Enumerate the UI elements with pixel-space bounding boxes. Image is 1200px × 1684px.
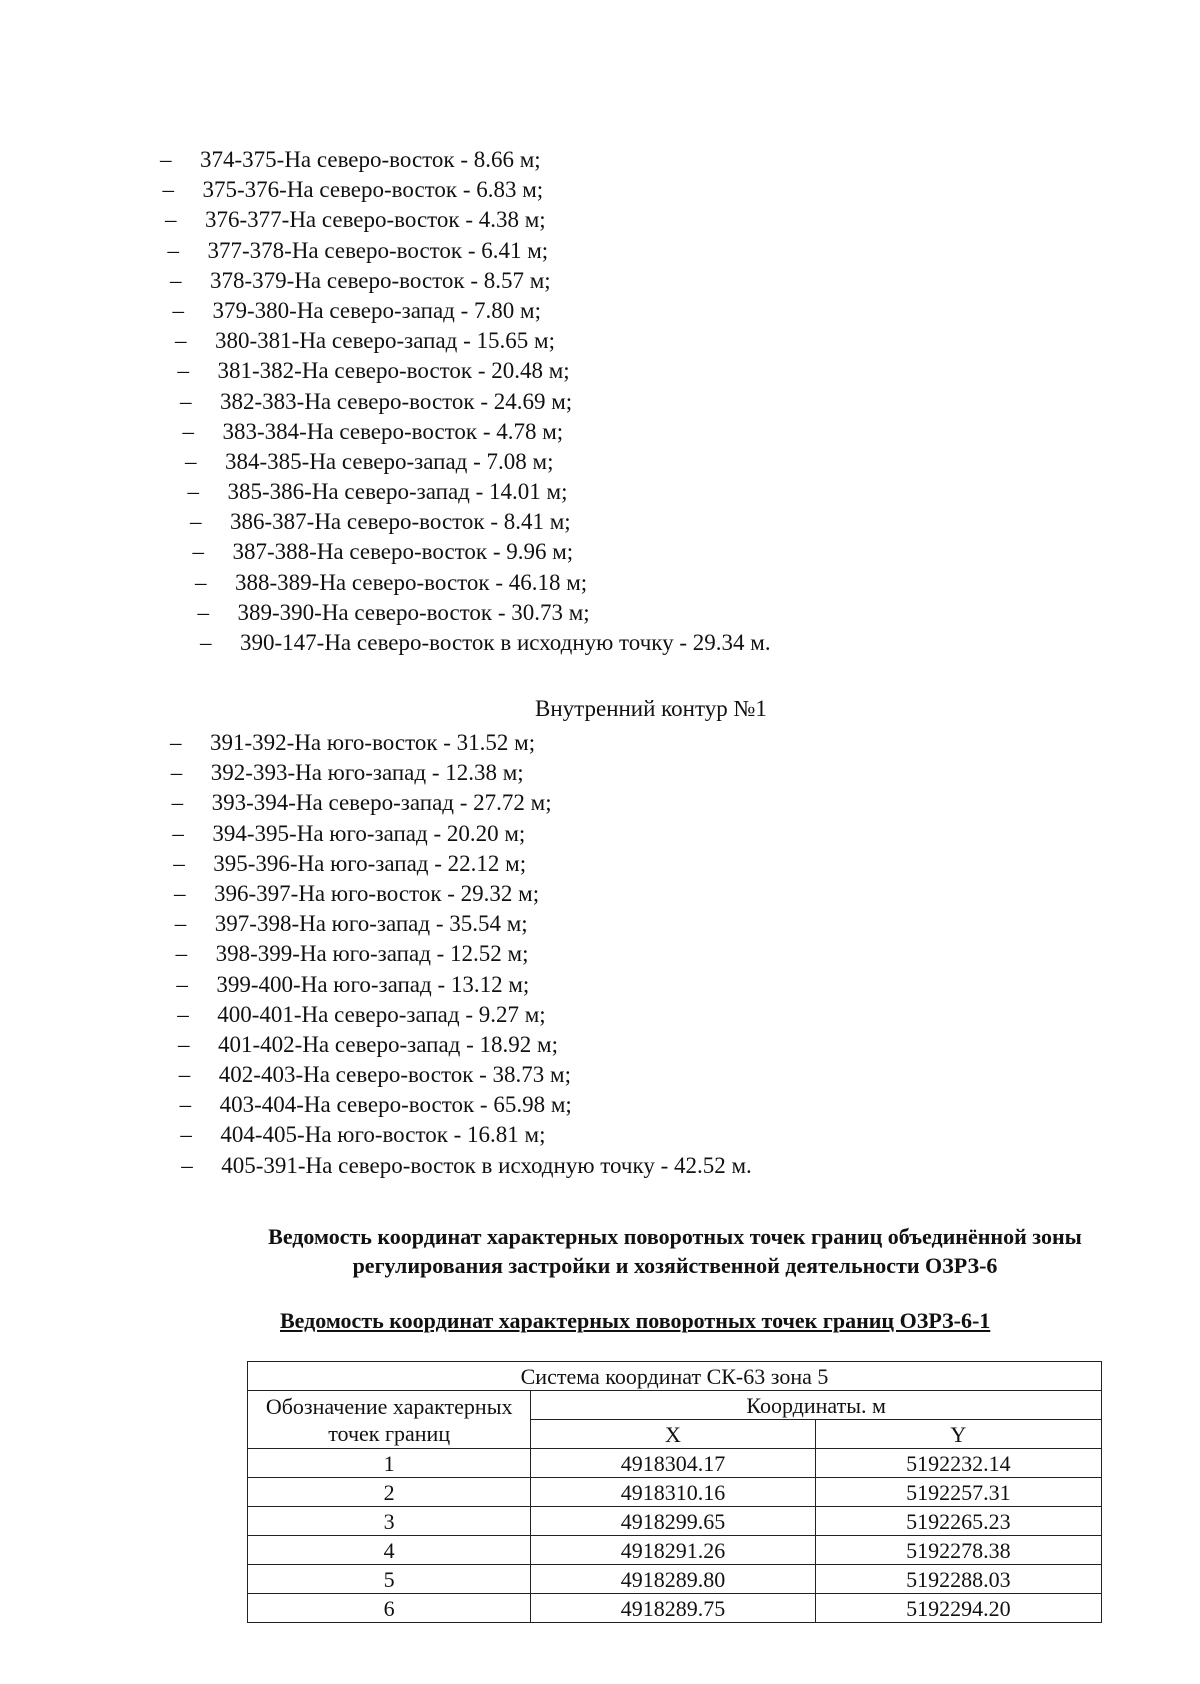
segment-item: [160, 477, 771, 507]
table-row: [248, 1478, 1102, 1507]
segment-item: [160, 849, 752, 879]
segment-item: [160, 568, 771, 598]
inner-contour-list: [160, 728, 752, 1181]
list-dash: –: [162, 177, 174, 203]
point-number-cell: 3: [248, 1507, 531, 1536]
x-coordinate-cell: 4918299.65: [531, 1507, 815, 1536]
segment-item: [160, 266, 771, 296]
list-dash: –: [178, 1031, 190, 1057]
segment-item: [160, 537, 771, 567]
list-dash: –: [167, 237, 179, 263]
segment-text: 397-398-На юго-запад - 35.54 м;: [214, 911, 528, 937]
point-number-cell: 5: [248, 1565, 531, 1594]
list-dash: –: [172, 820, 184, 846]
segment-text: 392-393-На юго-запад - 12.38 м;: [210, 760, 524, 786]
list-dash: –: [171, 790, 184, 816]
segment-text: 383-384-На северо-восток - 4.78 м;: [222, 418, 564, 444]
list-dash: –: [174, 880, 186, 906]
segment-text: 375-376-На северо-восток - 6.83 м;: [202, 177, 544, 203]
segment-text: 387-388-На северо-восток - 9.96 м;: [232, 539, 574, 565]
segment-item: [160, 598, 771, 628]
segment-text: 402-403-На северо-восток - 38.73 м;: [218, 1062, 571, 1088]
x-coordinate-cell: 4918304.17: [531, 1449, 815, 1478]
segment-text: 399-400-На юго-запад - 13.12 м;: [216, 971, 530, 997]
segment-item: [160, 909, 752, 939]
segment-item: [160, 728, 752, 758]
point-number-cell: 2: [248, 1478, 531, 1507]
table-row: [248, 1536, 1102, 1565]
segment-item: [160, 879, 752, 909]
list-dash: –: [165, 207, 177, 233]
segment-item: [160, 1060, 752, 1090]
list-dash: –: [170, 267, 182, 293]
outer-contour-list: [160, 145, 771, 658]
segment-text: 384-385-На северо-запад - 7.08 м;: [225, 448, 554, 474]
y-coordinate-cell: 5192294.20: [815, 1594, 1101, 1623]
segment-text: 396-397-На юго-восток - 29.32 м;: [214, 880, 540, 906]
inner-contour-heading: Внутренний контур №1: [535, 696, 767, 721]
point-number-cell: 1: [248, 1449, 531, 1478]
x-coordinate-cell: 4918310.16: [531, 1478, 815, 1507]
segment-text: 393-394-На северо-запад - 27.72 м;: [211, 790, 552, 816]
x-coordinate-cell: 4918291.26: [531, 1536, 815, 1565]
list-dash: –: [181, 1152, 193, 1178]
segment-item: [160, 387, 771, 417]
segment-text: 381-382-На северо-восток - 20.48 м;: [217, 358, 570, 384]
list-dash: –: [185, 448, 197, 474]
table-row: [248, 1594, 1102, 1623]
x-coordinate-cell: 4918289.75: [531, 1594, 815, 1623]
segment-text: 374-375-На северо-восток - 8.66 м;: [200, 147, 541, 172]
y-coordinate-cell: 5192265.23: [815, 1507, 1101, 1536]
list-dash: –: [178, 1062, 191, 1088]
coordinate-system-caption: Система координат СК-63 зона 5: [248, 1362, 1102, 1391]
table-header-row: [248, 1391, 1102, 1420]
segment-text: 377-378-На северо-восток - 6.41 м;: [207, 237, 549, 263]
segment-item: [160, 356, 771, 386]
segment-item: [160, 1151, 752, 1181]
x-column-header: X: [531, 1420, 815, 1449]
y-coordinate-cell: 5192232.14: [815, 1449, 1101, 1478]
segment-text: 380-381-На северо-запад - 15.65 м;: [215, 328, 555, 354]
segment-item: [160, 1120, 752, 1150]
list-dash: –: [187, 479, 199, 505]
segment-item: [160, 507, 771, 537]
segment-text: 376-377-На северо-восток - 4.38 м;: [205, 207, 546, 233]
segment-text: 385-386-На северо-запад - 14.01 м;: [227, 479, 568, 505]
segment-text: 388-389-На северо-восток - 46.18 м;: [235, 569, 588, 595]
list-dash: –: [175, 941, 188, 967]
point-number-cell: 6: [248, 1594, 531, 1623]
segment-text: 405-391-На северо-восток в исходную точку - 42.52 м.: [221, 1152, 752, 1178]
table-row: [248, 1449, 1102, 1478]
x-coordinate-cell: 4918289.80: [531, 1565, 815, 1594]
segment-text: 400-401-На северо-запад - 9.27 м;: [217, 1001, 546, 1027]
segment-text: 378-379-На северо-восток - 8.57 м;: [210, 267, 551, 293]
segment-item: [160, 175, 771, 205]
list-dash: –: [179, 1092, 192, 1118]
segment-item: [160, 417, 771, 447]
list-dash: –: [192, 539, 204, 565]
coordinates-table: [247, 1361, 1102, 1623]
segment-text: 379-380-На северо-запад - 7.80 м;: [212, 297, 541, 323]
segment-text: 394-395-На юго-запад - 20.20 м;: [212, 820, 526, 846]
list-dash: –: [197, 599, 209, 625]
segment-item: [160, 758, 752, 788]
segment-text: 404-405-На юго-восток - 16.81 м;: [220, 1122, 546, 1148]
list-dash: –: [177, 358, 189, 384]
segment-item: [160, 1000, 752, 1030]
segment-text: 390-147-На северо-восток в исходную точку - 29.34 м.: [240, 630, 771, 655]
y-coordinate-cell: 5192257.31: [815, 1478, 1101, 1507]
list-dash: –: [173, 850, 185, 876]
point-number-cell: 4: [248, 1536, 531, 1565]
table-row: [248, 1507, 1102, 1536]
segment-text: 389-390-На северо-восток - 30.73 м;: [237, 599, 590, 625]
table-caption-row: [248, 1362, 1102, 1391]
list-dash: –: [200, 630, 212, 655]
coordinates-column-header: Координаты. м: [531, 1391, 1102, 1420]
table-title: Ведомость координат характерных поворотных точек границ ОЗРЗ-6-1: [280, 1308, 991, 1333]
list-dash: –: [172, 297, 184, 323]
segment-text: 395-396-На юго-запад - 22.12 м;: [213, 850, 527, 876]
segment-item: [160, 819, 752, 849]
list-dash: –: [190, 509, 202, 535]
segment-text: 382-383-На северо-восток - 24.69 м;: [220, 388, 573, 414]
segment-item: [160, 939, 752, 969]
y-column-header: Y: [815, 1420, 1101, 1449]
segment-item: [160, 326, 771, 356]
y-coordinate-cell: 5192288.03: [815, 1565, 1101, 1594]
segment-item: [160, 145, 771, 175]
list-dash: –: [170, 760, 183, 786]
segment-item: [160, 788, 752, 818]
segment-item: [160, 296, 771, 326]
list-dash: –: [175, 328, 187, 354]
document-title: Ведомость координат характерных поворотных точек границ объединённой зоны регулирования застройки и хозяйственной деятельности ОЗРЗ-6: [268, 1224, 1082, 1278]
list-dash: –: [180, 1122, 192, 1148]
list-dash: –: [170, 730, 182, 755]
segment-item: [160, 205, 771, 235]
segment-item: [160, 236, 771, 266]
segment-text: 403-404-На северо-восток - 65.98 м;: [219, 1092, 572, 1118]
segment-item: [160, 628, 771, 658]
points-column-header: Обозначение характерных точек границ: [248, 1391, 531, 1449]
segment-text: 401-402-На северо-запад - 18.92 м;: [218, 1031, 558, 1057]
list-dash: –: [174, 911, 187, 937]
segment-text: 391-392-На юго-восток - 31.52 м;: [210, 730, 536, 755]
list-dash: –: [176, 971, 188, 997]
list-dash: –: [182, 418, 194, 444]
table-row: [248, 1565, 1102, 1594]
list-dash: –: [160, 147, 172, 172]
list-dash: –: [195, 569, 207, 595]
segment-item: [160, 1090, 752, 1120]
segment-item: [160, 970, 752, 1000]
list-dash: –: [180, 388, 192, 414]
segment-item: [160, 1030, 752, 1060]
segment-text: 386-387-На северо-восток - 8.41 м;: [230, 509, 571, 535]
segment-item: [160, 447, 771, 477]
list-dash: –: [177, 1001, 189, 1027]
segment-text: 398-399-На юго-запад - 12.52 м;: [215, 941, 529, 967]
y-coordinate-cell: 5192278.38: [815, 1536, 1101, 1565]
